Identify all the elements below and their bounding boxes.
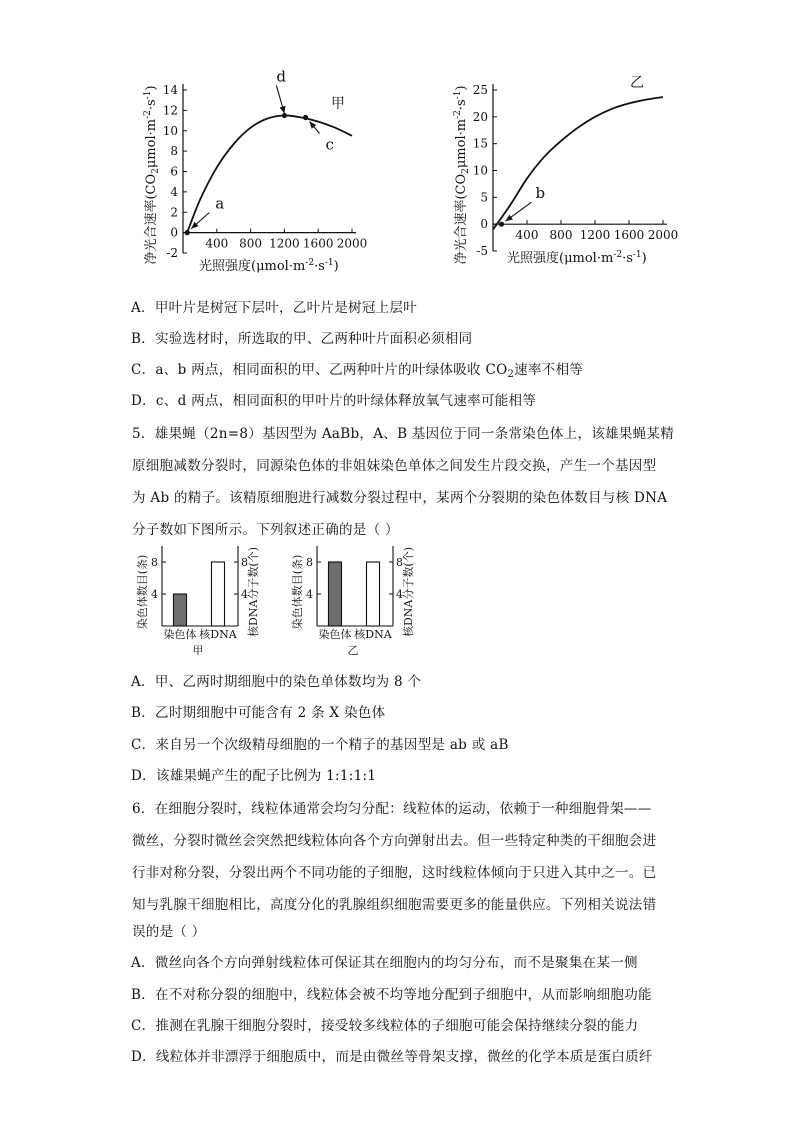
q6-option-b: B．在不对称分裂的细胞中，线粒体会被不均等地分配到子细胞中，从而影响细胞功能 [131,987,652,1003]
baryi-tick-label-right: 4 [396,588,403,601]
chart-jia-y-tick-label: 12 [162,103,178,118]
chart-jia-y-tick-label: 4 [170,184,178,199]
chart-jia-xlabel: 光照强度$(\mu mol\cdot m^{-2}\cdot s^{-1})$ [199,258,339,274]
q5-option-d: D．该雄果蝇产生的配子比例为 1:1:1:1 [131,768,377,784]
chart-yi-y-tick-label: 10 [472,163,488,178]
bar-jia-title: 甲 [192,644,204,657]
chart-jia-arrow-c [310,122,320,134]
chart-yi-x-tick-label: 400 [515,228,539,243]
barjia-tick-label-right: 4 [241,588,248,601]
q4-option-c-pre: C．a、b 两点，相同面积的甲、乙两种叶片的叶绿体吸收 CO [131,362,508,378]
chart-jia-y-tick-label: -2 [166,246,178,260]
q6-stem-line-3: 行非对称分裂，分裂出两个不同功能的子细胞，这时线粒体倾向于只进入其中之一。已 [132,865,657,881]
baryi-bar-chromosome [329,562,342,626]
bar-jia-ylabel-left: 染色体数目(条) [136,554,149,630]
chart-jia-point-c [303,115,308,120]
q5-stem-line-1: 5．雄果蝇（2n=8）基因型为 AaBb，A、B 基因位于同一条常染色体上，该雄果蝇某精 [132,426,675,442]
chart-jia-y-tick-label: 14 [162,83,178,97]
bar-yi-cat-0: 染色体 [318,628,352,641]
q4-option-c-post: 速率不相等 [514,362,584,378]
chart-jia-origin-label: 0 [170,225,178,240]
q4-option-c-sub: 2 [507,369,515,380]
chart-jia-y-tick-label: 10 [162,123,178,138]
chart-jia-point-label-a: a [215,194,225,213]
chart-yi-origin-label: 0 [480,217,488,232]
figure1-panel-yi [445,65,685,275]
bar-yi-ylabel-left: 染色体数目(条) [291,554,304,630]
q5-option-b: B．乙时期细胞中可能含有 2 条 X 染色体 [131,705,386,721]
q4-option-d: D．c、d 两点，相同面积的甲叶片的叶绿体释放氧气速率可能相等 [131,393,537,409]
bar-yi-cat-1: 核DNA [354,628,392,641]
chart-jia-y-tick-label: 6 [170,164,178,179]
chart-yi-xlabel: 光照强度$(\mu mol\cdot m^{-2}\cdot s^{-1})$ [507,250,647,266]
q4-option-a: A．甲叶片是树冠下层叶，乙叶片是树冠上层叶 [131,300,418,316]
barjia-tick-label-right: 8 [241,556,248,569]
chart-jia-title: 甲 [331,96,345,112]
q6-option-c: C．推测在乳腺干细胞分裂时，接受较多线粒体的子细胞可能会保持继续分裂的能力 [131,1018,639,1034]
chart-jia-x-tick-label: 800 [239,236,263,251]
q4-option-c [131,358,583,378]
chart-jia-arrow-d [276,85,285,113]
chart-jia-x-tick-label: 400 [205,236,229,251]
chart-jia-point-label-d: d [276,70,287,86]
chart-yi-y-tick-label: 20 [472,109,488,124]
chart-jia-point-a [185,230,190,235]
q6-option-a: A．微丝向各个方向弹射线粒体可保证其在细胞内的均匀分布，而不是聚集在某一侧 [131,955,638,971]
chart-yi-point-label-b: b [535,184,546,203]
chart-jia-x-tick-label: 1200 [269,236,300,251]
bar-jia-ylabel-right: 核DNA分子数(个) [247,547,260,637]
baryi-tick-label-left: 4 [306,588,313,601]
chart-yi-ylabel: 净光合速率$(CO_2\mu mol\cdot m^{-2}\cdot s^{-1})$ [453,85,471,265]
q5-stem-line-2: 原细胞减数分裂时，同源染色体的非姐妹染色单体之间发生片段交换，产生一个基因型 [132,458,657,474]
chart-jia-y-tick-label: 2 [170,205,178,220]
q4-option-b: B．实验选材时，所选取的甲、乙两种叶片面积必须相同 [131,331,473,347]
chart-yi-y-tick-label: -5 [476,244,488,258]
q6-stem-line-2: 微丝，分裂时微丝会突然把线粒体向各个方向弹射出去。但一些特定种类的干细胞会进 [132,833,657,849]
bar-yi-ylabel-right: 核DNA分子数(个) [402,547,415,637]
bar-yi-title: 乙 [347,644,359,657]
q5-stem-line-3: 为 Ab 的精子。该精原细胞进行减数分裂过程中，某两个分裂期的染色体数目与核 DNA [132,490,668,506]
chart-yi-series-line [493,97,663,230]
chart-yi-x-tick-label: 800 [549,228,573,243]
baryi-tick-label-right: 8 [396,556,403,569]
chart-yi-point-b [499,222,504,227]
barjia-bar-chromosome [174,594,187,626]
chart-jia-ylabel: 净光合速率$(CO_2\mu mol\cdot m^{-2}\cdot s^{-1})$ [143,85,161,265]
chart-jia-x-tick-label: 2000 [336,236,368,251]
bar-jia-cat-1: 核DNA [199,628,237,641]
barjia-bar-dna [212,562,225,626]
baryi-bar-dna [367,562,380,626]
q5-figure-yi [285,540,425,662]
q5-option-a: A．甲、乙两时期细胞中的染色单体数均为 8 个 [131,674,422,690]
chart-yi-y-tick-label: 15 [472,136,488,151]
chart-jia-point-d [282,113,287,118]
figure1-panel-jia [135,70,375,280]
barjia-tick-label-left: 4 [151,588,158,601]
barjia-tick-label-left: 8 [151,556,158,569]
chart-yi-x-tick-label: 1200 [579,228,611,243]
q6-stem-line-5: 误的是（ ） [132,924,206,940]
chart-jia-y-tick-label: 8 [170,144,178,159]
q6-stem-line-1: 6．在细胞分裂时，线粒体通常会均匀分配：线粒体的运动，依赖于一种细胞骨架—— [132,801,652,817]
q6-option-d: D．线粒体并非漂浮于细胞质中，而是由微丝等骨架支撑，微丝的化学本质是蛋白质纤 [131,1049,653,1065]
q5-figure-jia [130,540,270,662]
q6-stem-line-4: 知与乳腺干细胞相比，高度分化的乳腺组织细胞需要更多的能量供应。下列相关说法错 [132,897,657,913]
chart-jia-series-line [187,115,352,232]
chart-jia-point-label-c: c [325,135,334,154]
chart-yi-x-tick-label: 1600 [613,228,645,243]
chart-yi-y-tick-label: 5 [480,190,488,205]
chart-yi-x-tick-label: 2000 [647,228,679,243]
baryi-tick-label-left: 8 [306,556,313,569]
q5-stem-line-4: 分子数如下图所示。下列叙述正确的是（ ） [132,522,399,538]
q5-option-c: C．来自另一个次级精母细胞的一个精子的基因型是 ab 或 aB [131,737,509,753]
chart-yi-y-tick-label: 25 [472,83,488,97]
chart-jia-x-tick-label: 1600 [302,236,334,251]
chart-yi-title: 乙 [630,75,644,91]
bar-jia-cat-0: 染色体 [163,628,197,641]
